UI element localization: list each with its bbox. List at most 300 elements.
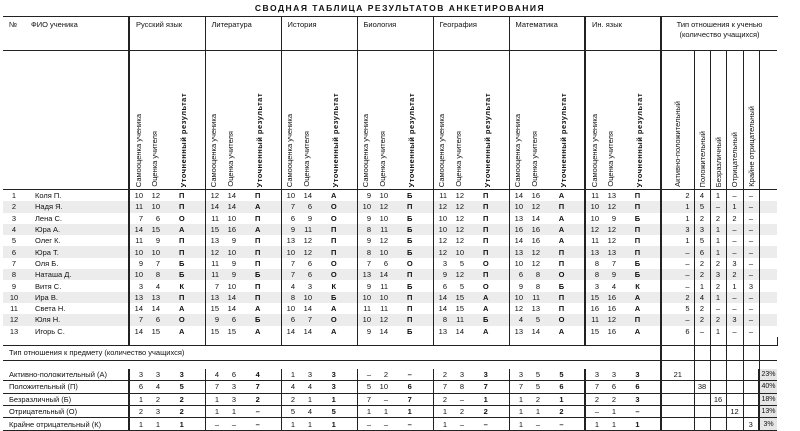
summary-count-cell: 6 [129, 381, 146, 393]
summary-count-cell: 7 [467, 381, 509, 393]
self-assessment-cell: 7 [281, 201, 298, 212]
sub-column-label: Уточненный результат [483, 92, 493, 187]
result-cell: П [634, 191, 641, 201]
teacher-grade-cell: 9 [602, 269, 619, 280]
result-cell: А [483, 304, 489, 314]
result-cell: Б [407, 236, 413, 246]
empty-cell [759, 213, 777, 224]
summary-total-cell: 38 [694, 381, 710, 393]
self-assessment-cell: 8 [281, 292, 298, 303]
self-assessment-cell: 14 [129, 224, 146, 235]
teacher-grade-cell: 9 [155, 236, 160, 246]
teacher-grade-cell: 15 [151, 326, 160, 336]
summary-count-cell: 1 [163, 418, 205, 430]
teacher-grade-cell: 10 [374, 246, 391, 257]
self-assessment-cell: 13 [509, 213, 526, 224]
teacher-grade-cell: 13 [602, 246, 619, 257]
student-row [3, 269, 778, 280]
result-cell: Б [407, 281, 413, 291]
summary-count-cell: 5 [526, 381, 543, 393]
summary-count-cell: 3 [450, 369, 467, 381]
summary-count-cell: 2 [129, 406, 146, 418]
summary-count-cell: – [619, 406, 661, 418]
self-assessment-cell: 6 [281, 213, 298, 224]
empty-cell [3, 51, 25, 190]
summary-count-cell: 4 [298, 381, 315, 393]
self-assessment-cell: 6 [281, 314, 298, 325]
summary-count-cell: – [450, 418, 467, 430]
teacher-grade-cell: 12 [607, 236, 616, 246]
self-assessment-cell: 10 [281, 303, 298, 314]
result-cell: П [543, 292, 585, 303]
sub-column-header [129, 51, 146, 190]
empty-cell [710, 345, 726, 360]
attitude-count-cell: – [661, 280, 694, 291]
summary-count-cell: 1 [467, 393, 509, 405]
attitude-count-cell: 3 [694, 224, 710, 235]
summary-count-cell: 1 [281, 369, 298, 381]
self-assessment-cell: 9 [357, 326, 374, 337]
result-cell: П [391, 292, 433, 303]
empty-cell [759, 190, 777, 202]
result-cell: П [315, 224, 357, 235]
self-assessment-cell: 12 [433, 201, 450, 212]
summary-count-cell: 2 [450, 406, 467, 418]
result-cell: А [163, 224, 205, 235]
summary-count-cell: 1 [281, 418, 298, 430]
student-name: Юра А. [25, 224, 129, 235]
result-cell: Б [634, 213, 641, 223]
teacher-grade-cell: 15 [227, 326, 236, 336]
self-assessment-cell: 10 [433, 224, 450, 235]
teacher-grade-cell: 12 [455, 191, 464, 201]
summary-count-cell: 3 [222, 381, 239, 393]
summary-row [3, 369, 778, 381]
self-assessment-cell: 11 [205, 269, 222, 280]
teacher-grade-cell: 14 [303, 326, 312, 336]
result-cell: О [315, 314, 357, 325]
summary-count-cell: 4 [205, 369, 222, 381]
teacher-grade-cell: 11 [526, 292, 543, 303]
summary-count-cell: 1 [585, 418, 602, 430]
summary-count-cell: 5 [315, 406, 357, 418]
teacher-grade-cell: 6 [307, 258, 312, 268]
subject-header: География [433, 17, 509, 51]
summary-count-cell: 2 [526, 393, 543, 405]
attitude-count-cell: 5 [694, 235, 710, 246]
self-assessment-cell: 11 [585, 314, 602, 325]
summary-count-cell: 1 [315, 393, 357, 405]
spacer-cell [543, 337, 585, 346]
teacher-grade-cell: 6 [298, 201, 315, 212]
summary-count-cell: 3 [315, 381, 357, 393]
summary-count-cell: 2 [467, 406, 509, 418]
result-cell: П [619, 201, 661, 212]
self-assessment-cell: 14 [433, 303, 450, 314]
teacher-grade-cell: 10 [450, 246, 467, 257]
result-cell: О [178, 213, 185, 223]
sub-column-header [543, 51, 585, 190]
self-assessment-cell: 8 [357, 246, 374, 257]
summary-count-cell: 2 [433, 369, 450, 381]
summary-count-cell: – [357, 369, 374, 381]
summary-count-cell: 1 [205, 393, 222, 405]
teacher-grade-cell: 14 [531, 326, 540, 336]
summary-count-cell: 3 [146, 369, 163, 381]
self-assessment-cell: 13 [509, 246, 526, 257]
empty-cell [759, 224, 777, 235]
sub-column-label: Оценка учителя [226, 131, 235, 187]
sub-column-label: Уточненный результат [179, 92, 189, 187]
summary-total-cell: 3 [743, 418, 759, 430]
summary-count-cell: 6 [619, 381, 661, 393]
attitude-column-header [743, 51, 759, 190]
self-assessment-cell: 9 [281, 224, 298, 235]
student-row [3, 224, 778, 235]
student-name: Витя С. [35, 281, 62, 291]
attitude-count-cell: 2 [694, 213, 710, 224]
summary-total-cell [743, 369, 759, 381]
summary-count-cell: 1 [509, 406, 526, 418]
teacher-grade-cell: 11 [380, 304, 388, 314]
result-cell: О [330, 213, 337, 223]
attitude-column-label: Отрицательный [730, 131, 739, 187]
result-cell: Б [391, 224, 433, 235]
summary-count-cell: – [543, 418, 585, 430]
summary-count-cell: 2 [239, 393, 281, 405]
spacer-cell [710, 337, 726, 346]
sub-column-header [526, 51, 543, 190]
sub-column-label: Уточненный результат [331, 92, 341, 187]
teacher-grade-cell: 16 [607, 304, 616, 314]
student-number: 10 [3, 292, 25, 303]
summary-total-cell [694, 369, 710, 381]
spacer-cell [3, 337, 25, 346]
sub-column-header [222, 51, 239, 190]
sub-column-header [433, 51, 450, 190]
teacher-grade-cell: 7 [611, 258, 616, 268]
spacer-cell [298, 337, 315, 346]
teacher-grade-cell: 12 [531, 258, 540, 268]
self-assessment-cell: 10 [357, 292, 374, 303]
teacher-grade-cell: 7 [298, 314, 315, 325]
spacer-cell [391, 337, 433, 346]
self-assessment-cell: 3 [129, 280, 146, 291]
attitude-count-cell: – [661, 258, 694, 269]
teacher-grade-cell: 14 [222, 201, 239, 212]
teacher-grade-cell: 12 [455, 213, 464, 223]
summary-total-cell [743, 381, 759, 393]
self-assessment-cell: 4 [281, 280, 298, 291]
attitude-count-cell: 2 [710, 314, 726, 325]
summary-total-cell [710, 406, 726, 418]
spacer-cell [585, 337, 602, 346]
self-assessment-cell: 11 [585, 190, 602, 202]
spacer-cell [281, 337, 298, 346]
empty-cell [759, 360, 777, 369]
teacher-grade-cell: 14 [303, 304, 312, 314]
result-cell: О [543, 269, 585, 280]
summary-label: Крайне отрицательный (К) [3, 418, 129, 430]
self-assessment-cell: 7 [281, 258, 298, 269]
summary-row [3, 393, 778, 405]
summary-count-cell: – [585, 406, 602, 418]
teacher-grade-cell: 10 [379, 191, 388, 201]
student-name: Оля Б. [35, 258, 59, 268]
sub-column-label: Оценка учителя [302, 131, 311, 187]
self-assessment-cell: 16 [509, 224, 526, 235]
student-name: Света Н. [35, 304, 66, 314]
summary-count-cell: 3 [619, 393, 661, 405]
teacher-grade-cell: 13 [146, 292, 163, 303]
summary-row [3, 418, 778, 430]
attitude-count-cell: – [743, 224, 759, 235]
attitude-count-cell: – [726, 326, 743, 337]
summary-count-cell: 3 [129, 369, 146, 381]
summary-count-cell: 1 [619, 418, 661, 430]
self-assessment-cell: 15 [205, 303, 222, 314]
summary-total-cell [694, 393, 710, 405]
attitude-count-cell: 2 [710, 258, 726, 269]
attitude-count-cell: – [710, 303, 726, 314]
summary-total-cell [726, 418, 743, 430]
empty-cell [759, 246, 777, 257]
self-assessment-cell: 6 [433, 280, 450, 291]
attitude-column-header [694, 51, 710, 190]
summary-count-cell: 6 [543, 381, 585, 393]
teacher-grade-cell: 8 [146, 269, 163, 280]
attitude-count-cell: – [726, 303, 743, 314]
attitude-count-cell: – [694, 326, 710, 337]
summary-total-cell [743, 393, 759, 405]
teacher-grade-cell: 5 [459, 258, 464, 268]
spacer-cell [694, 337, 710, 346]
sub-column-label: Уточненный результат [255, 92, 265, 187]
self-assessment-cell: 11 [129, 235, 146, 246]
summary-count-cell: 7 [239, 381, 281, 393]
result-cell: П [483, 236, 489, 246]
self-assessment-cell: 14 [509, 235, 526, 246]
subject-header: Биология [357, 17, 433, 51]
spacer-cell [759, 337, 777, 346]
student-row [3, 201, 778, 212]
teacher-grade-cell: 13 [531, 304, 540, 314]
student-row [3, 303, 778, 314]
summary-count-cell: 2 [163, 406, 205, 418]
teacher-grade-cell: 14 [227, 304, 236, 314]
self-assessment-cell: 7 [129, 314, 146, 325]
attitude-column-header [710, 51, 726, 190]
student-name: Олег К. [35, 236, 61, 246]
result-cell: А [179, 326, 185, 336]
summary-count-cell: 2 [602, 393, 619, 405]
student-name: Наташа Д. [25, 269, 129, 280]
teacher-grade-cell: 15 [450, 292, 467, 303]
result-cell: П [483, 191, 489, 201]
result-cell: Б [391, 246, 433, 257]
result-cell: Б [467, 314, 509, 325]
spacer-cell [205, 337, 222, 346]
teacher-grade-cell: 9 [222, 269, 239, 280]
self-assessment-cell: 11 [205, 258, 222, 269]
self-assessment-cell: 10 [281, 190, 298, 202]
summary-count-cell: – [222, 418, 239, 430]
self-assessment-cell: 12 [433, 235, 450, 246]
sub-column-header [146, 51, 163, 190]
sub-column-label: Уточненный результат [407, 92, 417, 187]
summary-count-cell: 5 [526, 369, 543, 381]
attitude-group-header: Тип отношения к ученью (количество учащихся) [661, 17, 777, 51]
summary-percent-cell: 40% [759, 381, 777, 393]
self-assessment-cell: 10 [129, 246, 146, 257]
teacher-grade-cell: 3 [307, 281, 312, 291]
attitude-count-cell: 3 [661, 224, 694, 235]
empty-cell [759, 314, 777, 325]
teacher-grade-cell: 8 [535, 281, 540, 291]
result-cell: К [179, 281, 185, 291]
summary-count-cell: 3 [163, 369, 205, 381]
attitude-count-cell: – [743, 303, 759, 314]
result-cell: О [406, 258, 413, 268]
result-cell: П [391, 201, 433, 212]
attitude-count-cell: – [710, 201, 726, 212]
summary-count-cell: 1 [526, 406, 543, 418]
spacer-cell [239, 337, 281, 346]
attitude-count-cell: 5 [694, 201, 710, 212]
col-num-header: № [9, 20, 18, 29]
self-assessment-cell: 10 [509, 258, 526, 269]
spacer-cell [163, 337, 205, 346]
result-cell: А [634, 326, 641, 336]
empty-cell [743, 360, 759, 369]
student-name: Ира В. [25, 292, 129, 303]
result-cell: П [163, 292, 205, 303]
summary-total-cell [661, 418, 694, 430]
result-cell: Б [179, 258, 185, 268]
result-cell: П [619, 246, 661, 257]
attitude-count-cell: 1 [710, 190, 726, 202]
teacher-grade-cell: 11 [298, 224, 315, 235]
summary-count-cell: 6 [602, 381, 619, 393]
summary-total-cell: 21 [661, 369, 694, 381]
self-assessment-cell: 9 [433, 269, 450, 280]
summary-percent-cell: 18% [759, 393, 777, 405]
teacher-grade-cell: 16 [607, 326, 616, 336]
self-assessment-cell: 9 [357, 213, 374, 224]
self-assessment-cell: 15 [585, 292, 602, 303]
summary-count-cell: 5 [543, 369, 585, 381]
student-name: Надя Я. [25, 201, 129, 212]
result-cell: П [467, 246, 509, 257]
sub-column-label: Самооценка ученика [437, 113, 447, 187]
attitude-count-cell: 2 [710, 280, 726, 291]
empty-cell [661, 360, 694, 369]
teacher-grade-cell: 16 [526, 224, 543, 235]
attitude-column-label: Крайне отрицательный [746, 106, 756, 187]
self-assessment-cell: 15 [205, 326, 222, 337]
sub-column-header [509, 51, 526, 190]
self-assessment-cell: 10 [129, 269, 146, 280]
summary-count-cell: – [374, 393, 391, 405]
summary-count-cell: 3 [146, 406, 163, 418]
result-cell: А [558, 213, 565, 223]
result-cell: П [163, 201, 205, 212]
result-cell: А [543, 224, 585, 235]
spacer-cell [602, 337, 619, 346]
summary-total-cell [726, 381, 743, 393]
attitude-count-cell: – [743, 201, 759, 212]
attitude-count-cell: 1 [710, 235, 726, 246]
result-cell: П [179, 236, 185, 246]
summary-count-cell: – [374, 418, 391, 430]
teacher-grade-cell: 9 [231, 258, 236, 268]
attitude-count-cell: 1 [710, 224, 726, 235]
teacher-grade-cell: 5 [526, 314, 543, 325]
summary-count-cell: – [391, 418, 433, 430]
summary-count-cell: 1 [509, 418, 526, 430]
student-number: 11 [10, 304, 18, 314]
teacher-grade-cell: 11 [374, 224, 391, 235]
teacher-grade-cell: 12 [450, 201, 467, 212]
summary-count-cell: 3 [509, 369, 526, 381]
empty-cell [710, 360, 726, 369]
empty-cell [726, 345, 743, 360]
sub-column-label: Уточненный результат [559, 92, 568, 187]
self-assessment-cell: 11 [585, 235, 602, 246]
teacher-grade-cell: 10 [146, 246, 163, 257]
sub-column-header [391, 51, 433, 190]
result-cell: О [163, 314, 205, 325]
subject-header: Русский язык [129, 17, 205, 51]
self-assessment-cell: 10 [281, 246, 298, 257]
spacer-cell [146, 337, 163, 346]
result-cell: П [163, 246, 205, 257]
result-cell: П [391, 269, 433, 280]
self-assessment-cell: 7 [281, 269, 298, 280]
summary-label: Активно-положительный (А) [3, 369, 129, 381]
teacher-grade-cell: 6 [155, 213, 160, 223]
self-assessment-cell: 12 [205, 190, 222, 202]
attitude-count-cell: 2 [694, 258, 710, 269]
teacher-grade-cell: 14 [379, 326, 388, 336]
subject-header: История [281, 17, 357, 51]
summary-count-cell: 1 [602, 418, 619, 430]
self-assessment-cell: 8 [433, 314, 450, 325]
spacer-cell [619, 337, 661, 346]
summary-count-cell: 3 [315, 369, 357, 381]
summary-label: Безразличный (Б) [3, 393, 129, 405]
student-row [3, 246, 778, 257]
summary-count-cell: 5 [163, 381, 205, 393]
self-assessment-cell: 16 [585, 303, 602, 314]
empty-cell [759, 292, 777, 303]
result-cell: А [619, 292, 661, 303]
self-assessment-cell: 8 [357, 224, 374, 235]
sub-column-label: Уточненный результат [635, 92, 644, 187]
self-assessment-cell: 14 [129, 326, 146, 337]
self-assessment-cell: 9 [205, 314, 222, 325]
student-number: 7 [11, 258, 17, 268]
attitude-count-cell: – [661, 269, 694, 280]
summary-count-cell: – [450, 393, 467, 405]
student-number: 5 [11, 236, 17, 246]
student-number: 2 [3, 201, 25, 212]
spacer-cell [315, 337, 357, 346]
summary-total-cell [661, 406, 694, 418]
summary-count-cell: 8 [450, 381, 467, 393]
summary-count-cell: 3 [222, 393, 239, 405]
student-row [3, 190, 778, 202]
